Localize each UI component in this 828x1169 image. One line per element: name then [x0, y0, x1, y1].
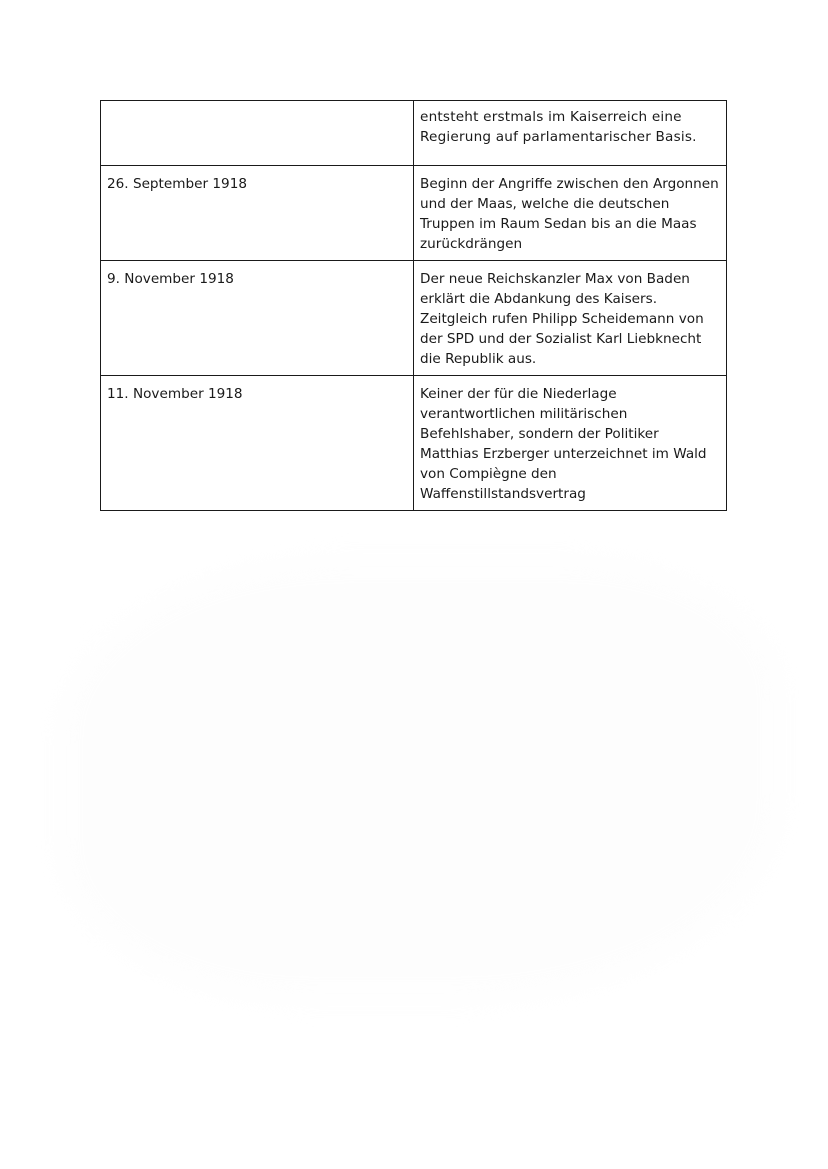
event-cell [414, 166, 727, 261]
table-row [101, 166, 727, 261]
scan-smudge [60, 560, 780, 1000]
table-row [101, 261, 727, 376]
date-cell [101, 261, 414, 376]
timeline-table [100, 100, 727, 511]
table-row [101, 376, 727, 511]
date-cell [101, 101, 414, 166]
date-text: 9. November 1918 [107, 271, 234, 287]
date-text: 11. November 1918 [107, 386, 243, 402]
event-cell [414, 261, 727, 376]
date-cell [101, 166, 414, 261]
event-cell [414, 101, 727, 166]
event-text: Keiner der für die Niederlage verantwortlichen militärischen Befehlshaber, sondern der Politiker Matthias Erzberger unterzeichnet im Wald von Compiègne den Waffenstillstandsvertrag [420, 386, 707, 502]
event-text: Beginn der Angriffe zwischen den Argonnen und der Maas, welche die deutschen Truppen im Raum Sedan bis an die Maas zurückdrängen [420, 176, 719, 252]
event-text: entsteht erstmals im Kaiserreich eine Regierung auf parlamentarischer Basis. [420, 109, 697, 145]
date-cell [101, 376, 414, 511]
event-cell [414, 376, 727, 511]
event-text: Der neue Reichskanzler Max von Baden erklärt die Abdankung des Kaisers. Zeitgleich rufen Philipp Scheidemann von der SPD und der Sozialist Karl Liebknecht die Republik aus. [420, 271, 704, 367]
date-text: 26. September 1918 [107, 176, 247, 192]
table-row [101, 101, 727, 166]
